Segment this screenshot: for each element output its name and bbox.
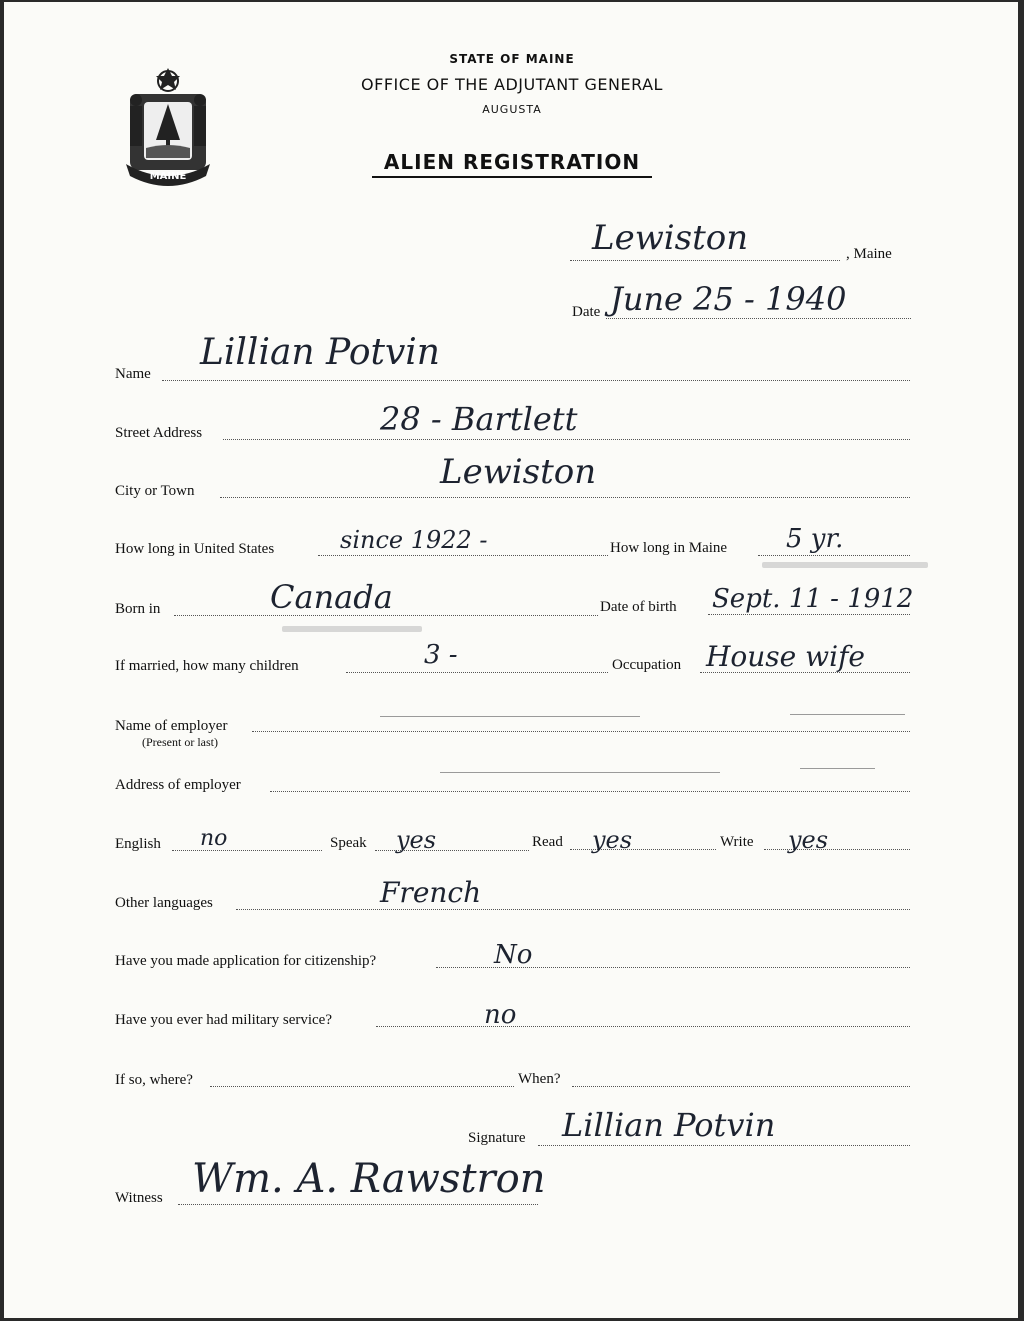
maine-state-seal-icon [116, 64, 220, 188]
employer-name-label: Name of employer [115, 718, 228, 734]
children-value[interactable]: 3 - [424, 640, 458, 670]
read-value[interactable]: yes [592, 826, 633, 854]
street-label: Street Address [115, 425, 203, 441]
employer-address-label: Address of employer [115, 777, 241, 793]
how-long-maine-label: How long in Maine [610, 540, 728, 556]
how-long-us-label: How long in United States [115, 541, 275, 557]
born-in-value[interactable]: Canada [270, 578, 393, 616]
name-label: Name [115, 366, 151, 382]
maine-label: , Maine [846, 246, 892, 262]
header-city: AUGUSTA [482, 103, 542, 116]
highlight-mark-born [282, 626, 422, 632]
header-state: STATE OF MAINE [449, 52, 575, 66]
town-line [570, 260, 840, 261]
date-line [606, 318, 911, 319]
name-value[interactable]: Lillian Potvin [200, 332, 440, 373]
other-languages-value[interactable]: French [380, 876, 482, 909]
city-value[interactable]: Lewiston [440, 452, 597, 492]
witness-label: Witness [115, 1190, 163, 1206]
read-label: Read [532, 834, 563, 850]
witness-line [178, 1204, 538, 1205]
how-long-maine-value[interactable]: 5 yr. [786, 524, 844, 554]
speak-value[interactable]: yes [396, 826, 437, 854]
occupation-value[interactable]: House wife [706, 640, 866, 673]
write-label: Write [720, 834, 754, 850]
if-so-where-label: If so, where? [115, 1072, 193, 1088]
dash-mark [380, 716, 640, 717]
witness-value[interactable]: Wm. A. Rawstron [192, 1156, 546, 1202]
signature-label: Signature [468, 1130, 526, 1146]
highlight-mark [762, 562, 928, 568]
when-line [572, 1086, 910, 1087]
english-label: English [115, 836, 161, 852]
date-value[interactable]: June 25 - 1940 [610, 280, 847, 318]
seal-lettering: MAINE [149, 171, 187, 182]
city-label: City or Town [115, 483, 195, 499]
married-children-label: If married, how many children [115, 658, 299, 674]
military-value[interactable]: no [484, 1000, 517, 1030]
citizenship-label: Have you made application for citizenship? [115, 953, 377, 969]
city-line [220, 497, 910, 498]
speak-label: Speak [330, 835, 367, 851]
other-languages-label: Other languages [115, 895, 213, 911]
name-line [162, 380, 910, 381]
dash-mark [440, 772, 720, 773]
employer-note: (Present or last) [142, 735, 218, 749]
employer-address-line [270, 791, 910, 792]
town-value[interactable]: Lewiston [592, 218, 749, 258]
date-label: Date [572, 304, 601, 320]
date-of-birth-line [708, 614, 910, 615]
write-line [764, 849, 910, 850]
signature-line [538, 1145, 910, 1146]
english-value[interactable]: no [200, 826, 228, 851]
where-line [210, 1086, 514, 1087]
military-line [376, 1026, 910, 1027]
how-long-us-line [318, 555, 608, 556]
children-line [346, 672, 608, 673]
street-value[interactable]: 28 - Bartlett [380, 400, 578, 438]
signature-value[interactable]: Lillian Potvin [562, 1106, 776, 1144]
date-of-birth-value[interactable]: Sept. 11 - 1912 [712, 584, 914, 614]
military-label: Have you ever had military service? [115, 1012, 332, 1028]
how-long-maine-line [758, 555, 910, 556]
occupation-label: Occupation [612, 657, 682, 673]
form-title: ALIEN REGISTRATION [372, 150, 652, 178]
date-of-birth-label: Date of birth [600, 599, 677, 615]
street-line [223, 439, 910, 440]
citizenship-value[interactable]: No [494, 940, 533, 970]
english-line [172, 850, 322, 851]
how-long-us-value[interactable]: since 1922 - [340, 526, 488, 554]
header-office: OFFICE OF THE ADJUTANT GENERAL [361, 75, 663, 94]
employer-name-line [252, 731, 910, 732]
write-value[interactable]: yes [788, 826, 829, 854]
when-label: When? [518, 1071, 561, 1087]
dash-mark [790, 714, 905, 715]
dash-mark [800, 768, 875, 769]
born-in-label: Born in [115, 601, 161, 617]
other-languages-line [236, 909, 910, 910]
